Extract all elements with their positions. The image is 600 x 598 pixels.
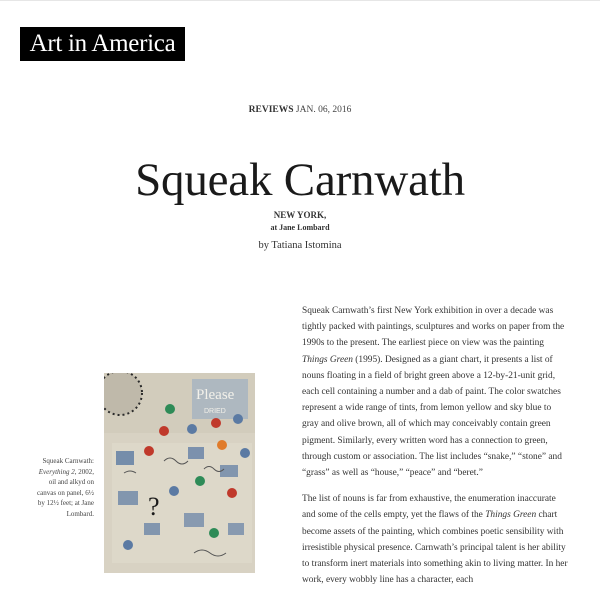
byline: by Tatiana Istomina bbox=[258, 240, 342, 251]
site-logo[interactable]: Art in America bbox=[20, 27, 185, 61]
publish-date: JAN. 06, 2016 bbox=[295, 105, 352, 115]
svg-text:DRIED: DRIED bbox=[204, 408, 226, 415]
svg-text:?: ? bbox=[148, 492, 160, 521]
image-caption: Squeak Carnwath: Everything 2, 2002, oil and alkyd on canvas on panel, 6½ by 12½ feet; at Jane Lombard. bbox=[37, 457, 94, 518]
svg-text:Please: Please bbox=[196, 387, 235, 403]
article-body bbox=[302, 303, 570, 598]
painting-illustration bbox=[104, 373, 255, 573]
article-title: Squeak Carnwath bbox=[135, 154, 465, 206]
location-city: NEW YORK, bbox=[273, 210, 327, 220]
paragraph: The list of nouns is far from exhaustive, the enumeration inaccurate and some of the cells empty, yet the flaws of the Things Green chart become assets of the painting, which combines poetic sensibility with irresistible physical presence. Carnwath’s principal talent is her ability to transform inert materials into something akin to living matter. In her work, every wobbly line has a character, each bbox=[302, 494, 568, 586]
location-venue: at Jane Lombard bbox=[270, 223, 330, 232]
top-divider bbox=[0, 0, 600, 1]
paragraph: Squeak Carnwath’s first New York exhibition in over a decade was tightly packed with paintings, sculptures and works on paper from the 1990s to the present. The earliest piece on view was the painting Things Green (1995). Designed as a giant chart, it presents a list of nouns floating in a field of bright green above a 12-by-21-unit grid, each cell containing a number and a dab of paint. The color swatches represent a wide range of tints, from lemon yellow and sky blue to gray and olive brown, all of which may conceivably contain green pigment. Similarly, every written word has a connection to green, through custom or association. The list includes “snake,” “stone” and “grass” as well as “house,” “peace” and “beret.” bbox=[302, 306, 565, 479]
section-link[interactable]: REVIEWS bbox=[248, 105, 294, 115]
artwork-image[interactable] bbox=[104, 373, 255, 573]
article-meta bbox=[0, 105, 600, 115]
